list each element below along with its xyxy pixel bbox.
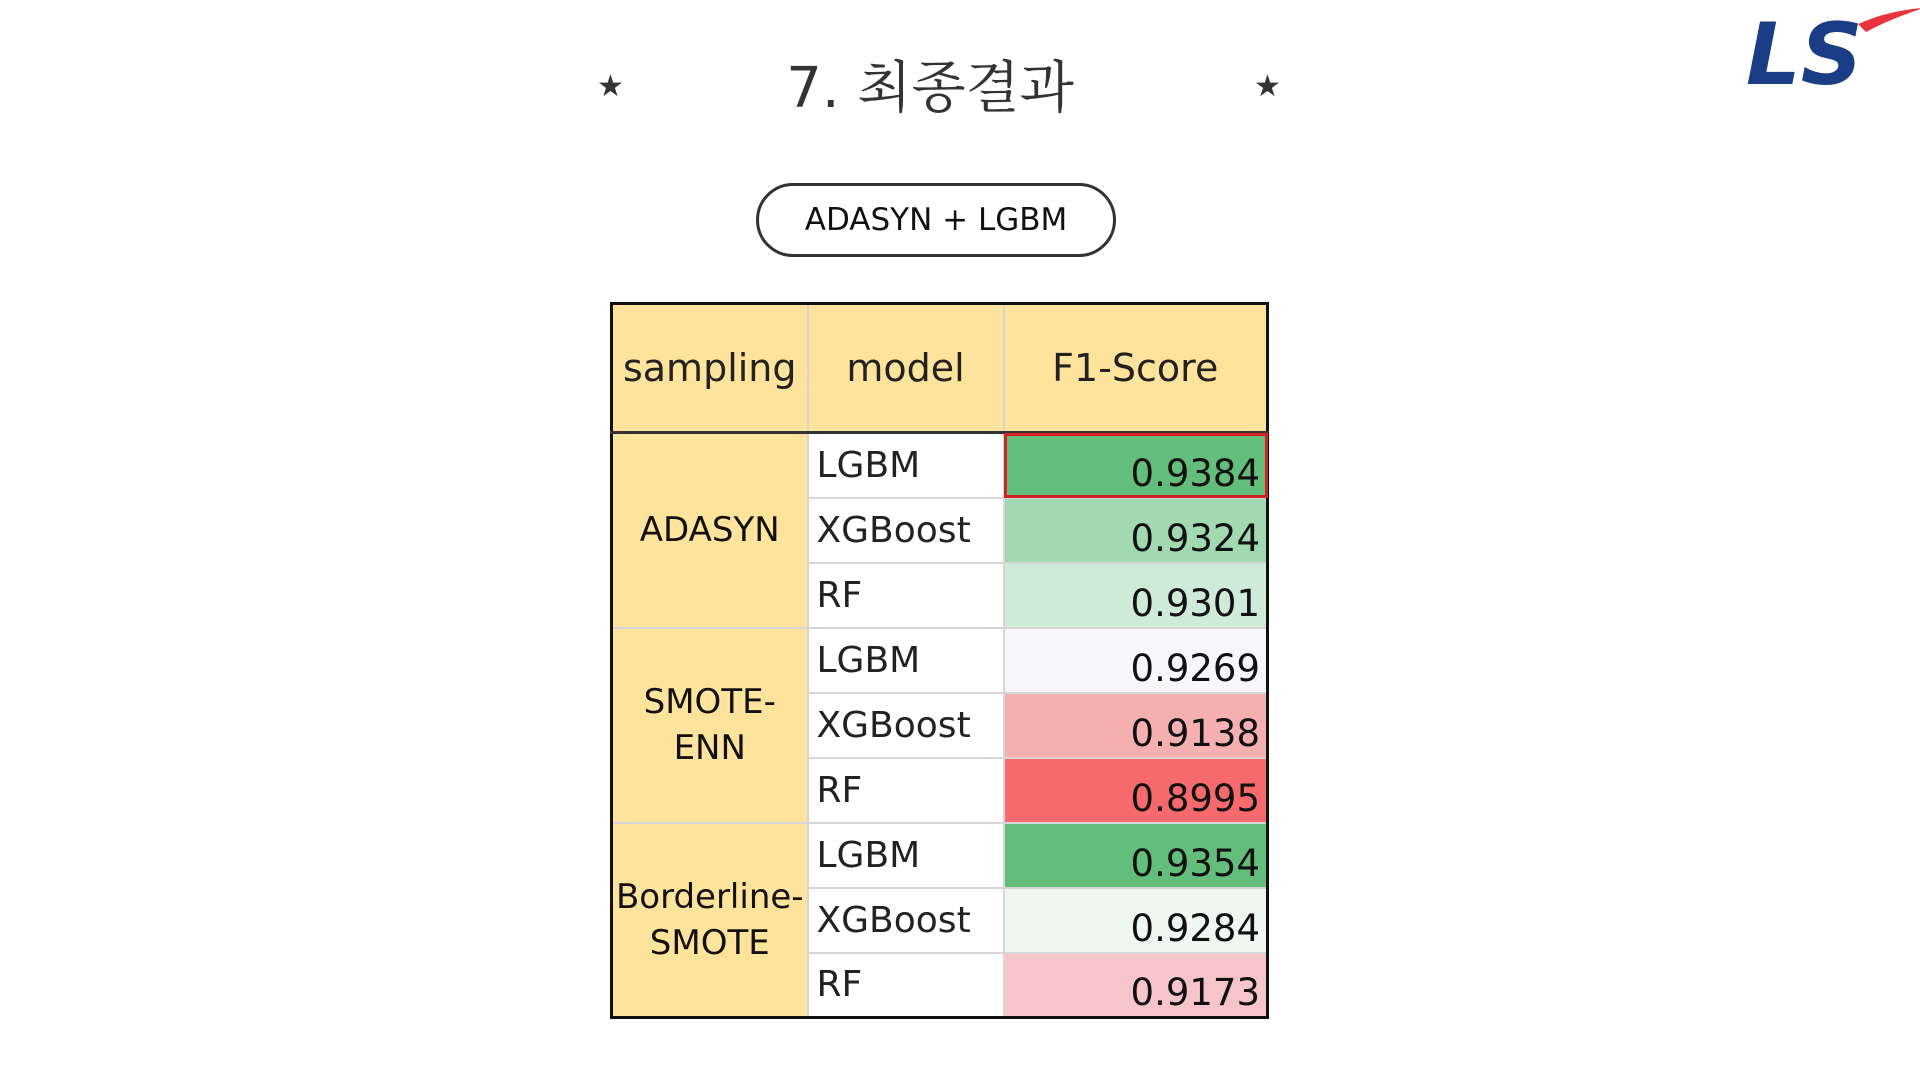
table-row [612, 823, 1268, 888]
header-sampling: sampling [612, 304, 808, 433]
sampling-cell-borderline-smote: Borderline- SMOTE [612, 823, 808, 1018]
model-cell: RF [808, 758, 1004, 823]
model-cell: LGBM [808, 433, 1004, 498]
model-cell: LGBM [808, 628, 1004, 693]
model-cell: XGBoost [808, 693, 1004, 758]
score-cell: 0.9301 [1004, 563, 1268, 628]
score-cell: 0.8995 [1004, 758, 1268, 823]
score-cell: 0.9284 [1004, 888, 1268, 953]
model-cell: XGBoost [808, 888, 1004, 953]
header-row [612, 304, 1268, 433]
slide-title: 7. 최종결과 [786, 56, 1074, 121]
logo-text: LS [1746, 6, 1863, 92]
sampling-cell-smote-enn: SMOTE- ENN [612, 628, 808, 823]
score-cell: 0.9269 [1004, 628, 1268, 693]
header-f1-score: F1-Score [1004, 304, 1268, 433]
results-table [610, 302, 1269, 1019]
table-row [612, 433, 1268, 498]
ls-logo [1740, 6, 1920, 92]
score-cell: 0.9354 [1004, 823, 1268, 888]
score-cell: 0.9173 [1004, 953, 1268, 1018]
header-model: model [808, 304, 1004, 433]
model-cell: RF [808, 563, 1004, 628]
model-cell: RF [808, 953, 1004, 1018]
model-cell: XGBoost [808, 498, 1004, 563]
star-icon-right: ★ [1254, 69, 1281, 104]
table-row [612, 628, 1268, 693]
score-cell: 0.9138 [1004, 693, 1268, 758]
score-cell: 0.9384 [1004, 433, 1268, 498]
best-combination-badge [756, 183, 1116, 257]
score-cell: 0.9324 [1004, 498, 1268, 563]
star-icon-left: ★ [597, 69, 624, 104]
sampling-cell-adasyn: ADASYN [612, 433, 808, 628]
badge-label: ADASYN + LGBM [804, 202, 1068, 238]
model-cell: LGBM [808, 823, 1004, 888]
logo-swoosh [1858, 8, 1920, 32]
